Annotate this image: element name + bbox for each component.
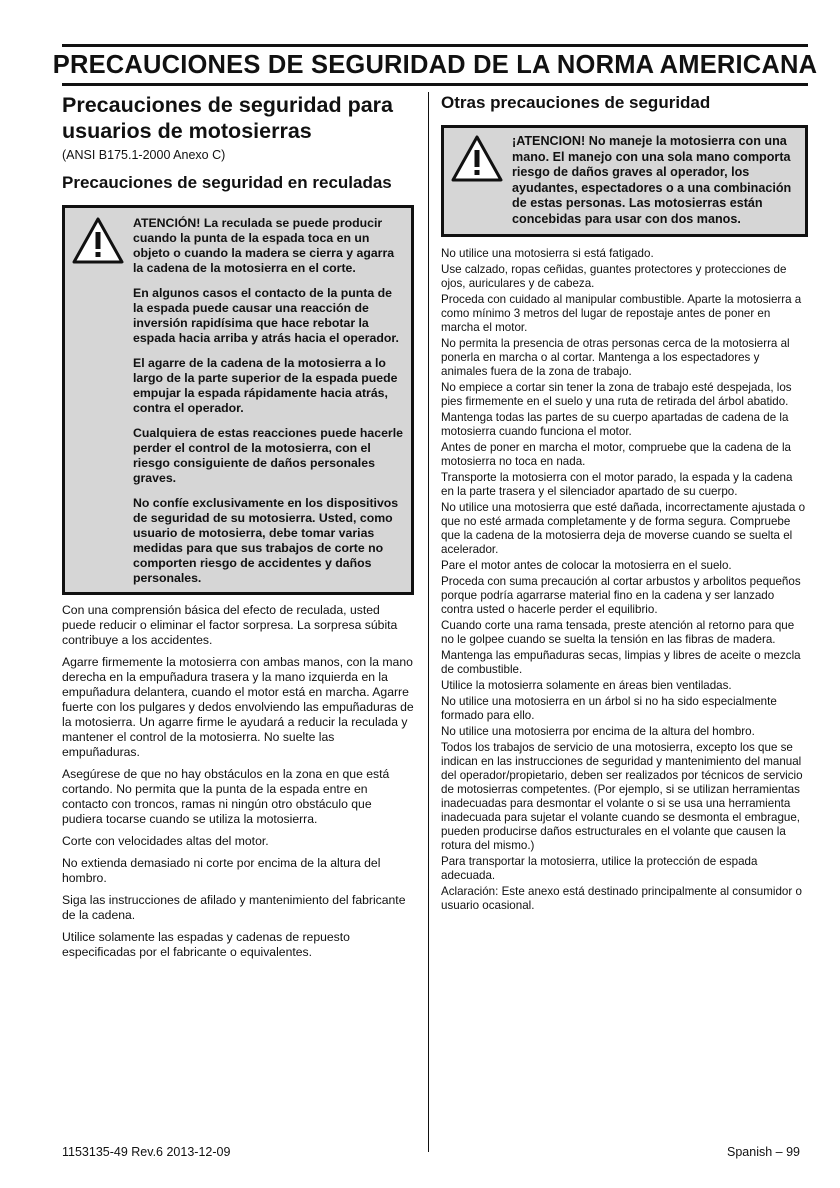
body-paragraph: Asegúrese de que no hay obstáculos en la zona en que está cortando. No permita que la punta de la espada entre en contacto con troncos, ramas ni ningún otro obstáculo que pudiera tocarse cuando se utiliza la motosierra. bbox=[62, 767, 390, 826]
warning-paragraph: ¡ATENCION! No maneje la motosierra con una mano. El manejo con una sola mano comporta riesgo de daños graves al operador, los ayudantes, espectadores o a una combinación de estas personas. Las motosierras están concebidas para usar con dos manos. bbox=[512, 134, 792, 226]
body-paragraph: Corte con velocidades altas del motor. bbox=[62, 834, 269, 848]
right-column bbox=[441, 92, 808, 915]
page-header bbox=[52, 44, 818, 86]
body-paragraph: Proceda con cuidado al manipular combustible. Aparte la motosierra a como mínimo 3 metros del lugar de repostaje antes de poner en marcha el motor. bbox=[441, 292, 802, 334]
body-paragraph: No utilice una motosierra si está fatigado. bbox=[441, 246, 654, 260]
warning-paragraph: No confíe exclusivamente en los dispositivos de seguridad de su motosierra. Usted, como usuario de motosierra, debe tomar varias medidas para que sus trabajos de corte no comporten riesgo de accidentes y daños personales. bbox=[133, 496, 399, 585]
body-paragraph: Siga las instrucciones de afilado y mantenimiento del fabricante de la cadena. bbox=[62, 893, 406, 922]
body-paragraph: No empiece a cortar sin tener la zona de trabajo esté despejada, los pies firmemente en el suelo y una ruta de retirada del árbol abatido. bbox=[441, 380, 792, 408]
body-paragraph: Para transportar la motosierra, utilice la protección de espada adecuada. bbox=[441, 854, 758, 882]
page-number: Spanish – 99 bbox=[727, 1145, 800, 1159]
body-paragraph: Proceda con suma precaución al cortar arbustos y arbolitos pequeños porque podría agarrarse material fino en la cadena y ser lanzado contra usted o hacerle perder el equilibrio. bbox=[441, 574, 801, 616]
body-paragraph: No utilice una motosierra en un árbol si no ha sido especialmente formado para ello. bbox=[441, 694, 777, 722]
body-paragraph: Utilice la motosierra solamente en áreas bien ventiladas. bbox=[441, 678, 732, 692]
left-main-title: Precauciones de seguridad para usuarios de motosierras bbox=[62, 93, 393, 143]
body-paragraph: Con una comprensión básica del efecto de reculada, usted puede reducir o eliminar el factor sorpresa. La sorpresa súbita contribuye a los accidentes. bbox=[62, 603, 398, 647]
body-paragraph: Antes de poner en marcha el motor, compruebe que la cadena de la motosierra no toca en nada. bbox=[441, 440, 791, 468]
body-paragraph: Cuando corte una rama tensada, preste atención al retorno para que no le golpee cuando se suelta la tensión en las fibras de madera. bbox=[441, 618, 795, 646]
left-column bbox=[62, 92, 414, 967]
body-paragraph: Transporte la motosierra con el motor parado, la espada y la cadena en la parte trasera y el silenciador apartado de su cuerpo. bbox=[441, 470, 793, 498]
warning-triangle-icon bbox=[450, 134, 504, 184]
kickback-section-title: Precauciones de seguridad en reculadas bbox=[62, 173, 392, 192]
kickback-warning-box bbox=[62, 205, 414, 595]
body-paragraph: No extienda demasiado ni corte por encima de la altura del hombro. bbox=[62, 856, 381, 885]
body-paragraph: Todos los trabajos de servicio de una motosierra, excepto los que se indican en las instrucciones de seguridad y mantenimiento del manual del operador/propietario, deben ser realizados por técnicos de servicio de motosierras competentes. (Por ejemplo, si se utilizan herramientas inadecuadas para desmontar el volante o si se usa una herramienta inadecuada para sujetar el volante cuando se desmonta el embrague, pueden producirse daños estructurales en el volante que causen la rotura del mismo.) bbox=[441, 740, 803, 852]
body-paragraph: Mantenga todas las partes de su cuerpo apartadas de cadena de la motosierra cuando funciona el motor. bbox=[441, 410, 789, 438]
warning-paragraph: ATENCIÓN! La reculada se puede producir cuando la punta de la espada toca en un objeto o cuando la madera se cierra y agarra la cadena de la motosierra en el corte. bbox=[133, 216, 395, 275]
other-precautions-title: Otras precauciones de seguridad bbox=[441, 93, 711, 112]
warning-paragraph: El agarre de la cadena de la motosierra a lo largo de la parte superior de la espada puede empujar la espada rápidamente hacia atrás, contra el operador. bbox=[133, 356, 398, 415]
body-paragraph: Mantenga las empuñaduras secas, limpias y libres de aceite o mezcla de combustible. bbox=[441, 648, 801, 676]
warning-triangle-icon bbox=[71, 216, 125, 266]
body-paragraph: Utilice solamente las espadas y cadenas de repuesto especificadas por el fabricante o equivalentes. bbox=[62, 930, 350, 959]
one-hand-warning-box bbox=[441, 125, 808, 237]
standard-reference: (ANSI B175.1-2000 Anexo C) bbox=[62, 148, 226, 162]
body-paragraph: No utilice una motosierra por encima de la altura del hombro. bbox=[441, 724, 755, 738]
page-title: PRECAUCIONES DE SEGURIDAD DE LA NORMA AMERICANA bbox=[52, 50, 818, 79]
body-paragraph: No utilice una motosierra que esté dañada, incorrectamente ajustada o que no esté armada completamente y de forma segura. Compruebe que la cadena de la motosierra deja de moverse cuando se suelta el acelerador. bbox=[441, 500, 806, 556]
body-paragraph: Use calzado, ropas ceñidas, guantes protectores y protecciones de ojos, auriculares y de cabeza. bbox=[441, 262, 787, 290]
body-paragraph: Pare el motor antes de colocar la motosierra en el suelo. bbox=[441, 558, 732, 572]
document-id: 1153135-49 Rev.6 2013-12-09 bbox=[62, 1145, 231, 1159]
body-paragraph: Aclaración: Este anexo está destinado principalmente al consumidor o usuario ocasional. bbox=[441, 884, 802, 912]
warning-paragraph: En algunos casos el contacto de la punta de la espada puede causar una reacción de inversión rapidísima que hace rebotar la espada hacia arriba y atrás hacia el operador. bbox=[133, 286, 399, 345]
body-paragraph: No permita la presencia de otras personas cerca de la motosierra al ponerla en marcha o al cortar. Mantenga a los espectadores y animales fuera de la zona de trabajo. bbox=[441, 336, 790, 378]
body-paragraph: Agarre firmemente la motosierra con ambas manos, con la mano derecha en la empuñadura trasera y la mano izquierda en la empuñadura delantera, cuando el motor está en marcha. Agarre fuerte con los pulgares y dedos envolviendo las empuñaduras de la motosierra. Un agarre firme le ayudará a reducir la reculada y mantener el control de la motosierra. No suelte las empuñaduras. bbox=[62, 655, 414, 759]
column-divider bbox=[428, 92, 429, 1152]
warning-paragraph: Cualquiera de estas reacciones puede hacerle perder el control de la motosierra, con el riesgo consiguiente de daños personales graves. bbox=[133, 426, 403, 485]
